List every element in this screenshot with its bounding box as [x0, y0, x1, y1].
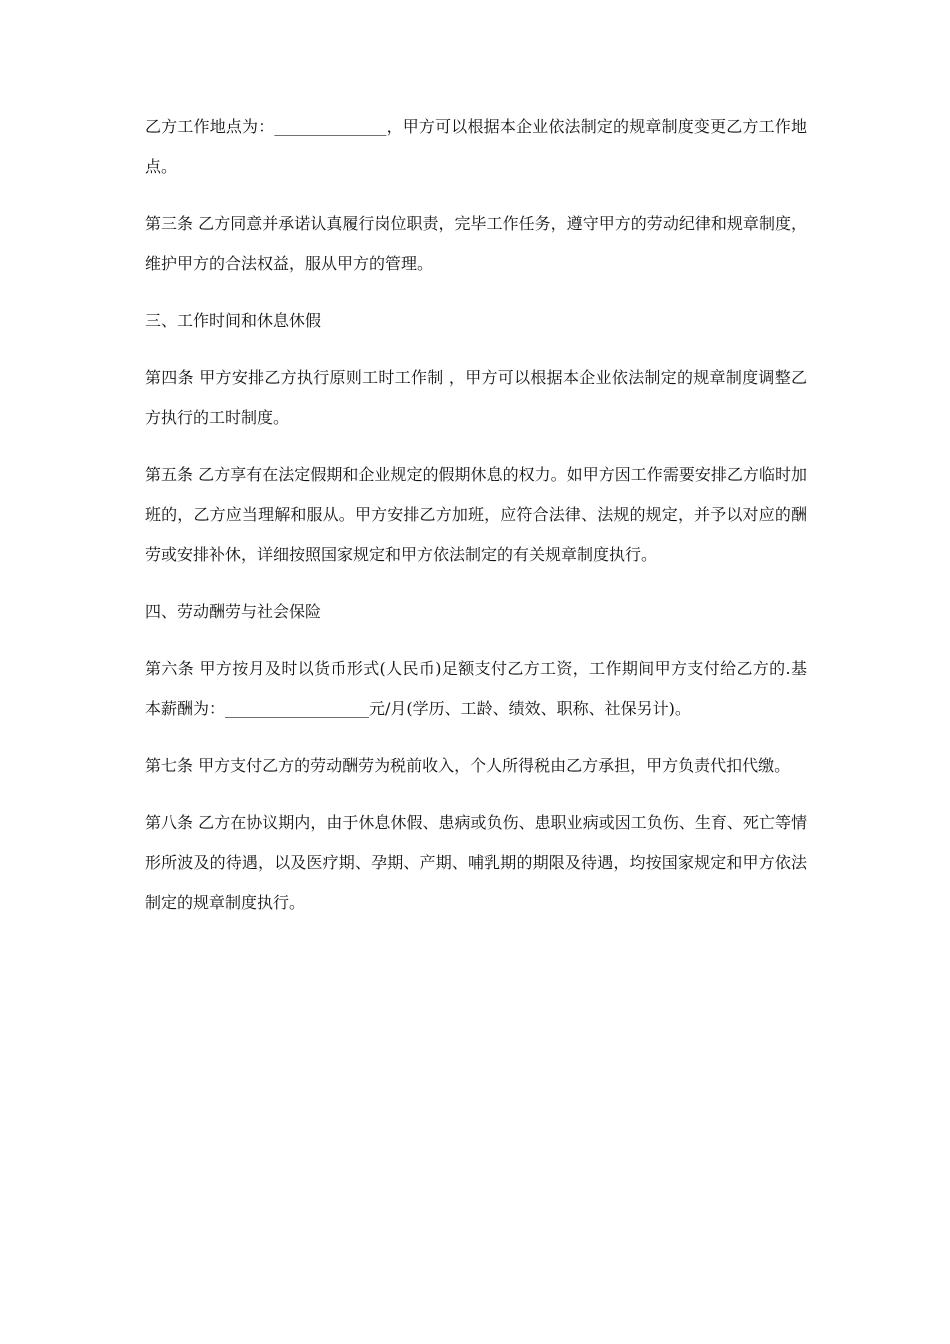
document-page	[145, 107, 807, 940]
paragraph-article-6: 第六条 甲方按月及时以货币形式(人民币)足额支付乙方工资，工作期间甲方支付给乙方的.基本薪酬为：__________________元/月(学历、工龄、绩效、职称、社保另计)。	[145, 659, 807, 718]
section-heading-work-hours: 三、工作时间和休息休假	[145, 311, 322, 330]
paragraph-article-7: 第七条 甲方支付乙方的劳动酬劳为税前收入，个人所得税由乙方承担，甲方负责代扣代缴。	[145, 756, 791, 775]
section-heading-compensation: 四、劳动酬劳与社会保险	[145, 602, 322, 621]
paragraph-work-location: 乙方工作地点为：______________，甲方可以根据本企业依法制定的规章制度变更乙方工作地点。	[145, 117, 807, 176]
paragraph-article-4: 第四条 甲方安排乙方执行原则工时工作制 ，甲方可以根据本企业依法制定的规章制度调整乙方执行的工时制度。	[145, 368, 807, 427]
paragraph-article-5: 第五条 乙方享有在法定假期和企业规定的假期休息的权力。如甲方因工作需要安排乙方临时加班的，乙方应当理解和服从。甲方安排乙方加班，应符合法律、法规的规定，并予以对应的酬劳或安排补休，详细按照国家规定和甲方依法制定的有关规章制度执行。	[145, 465, 807, 564]
paragraph-article-8: 第八条 乙方在协议期内，由于休息休假、患病或负伤、患职业病或因工负伤、生育、死亡等情形所波及的待遇，以及医疗期、孕期、产期、哺乳期的期限及待遇，均按国家规定和甲方依法制定的规章制度执行。	[145, 813, 807, 912]
paragraph-article-3: 第三条 乙方同意并承诺认真履行岗位职责，完毕工作任务，遵守甲方的劳动纪律和规章制度，维护甲方的合法权益，服从甲方的管理。	[145, 214, 807, 273]
